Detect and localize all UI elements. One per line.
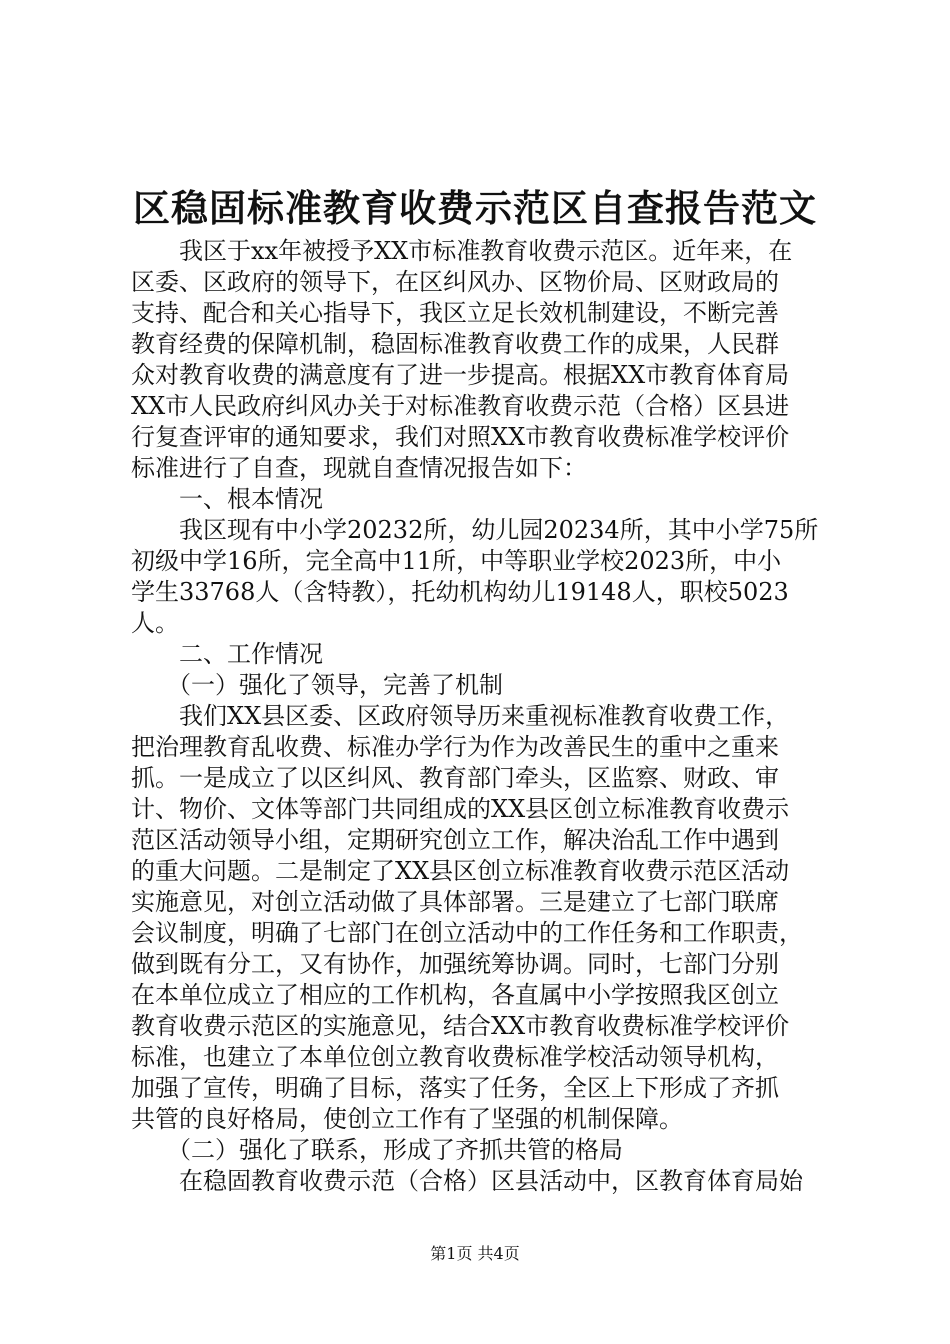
text-line: 做到既有分工，又有协作，加强统筹协调。同时，七部门分别 xyxy=(131,950,779,978)
text-line: 一、根本情况 xyxy=(131,485,323,513)
text-line: 二、工作情况 xyxy=(131,640,323,668)
text-line: XX市人民政府纠风办关于对标准教育收费示范（合格）区县进 xyxy=(131,392,790,420)
document-title: 区稳固标准教育收费示范区自查报告范文 xyxy=(133,186,817,230)
text-line: 支持、配合和关心指导下，我区立足长效机制建设，不断完善 xyxy=(131,299,779,327)
page-footer: 第1页 共4页 xyxy=(430,1244,520,1263)
text-line: 教育经费的保障机制，稳固标准教育收费工作的成果，人民群 xyxy=(131,330,779,358)
text-line: （一）强化了领导，完善了机制 xyxy=(131,671,503,699)
text-line: 教育收费示范区的实施意见，结合XX市教育收费标准学校评价 xyxy=(131,1012,790,1040)
text-line: 会议制度，明确了七部门在创立活动中的工作任务和工作职责， xyxy=(131,919,803,947)
text-line: 共管的良好格局，使创立工作有了坚强的机制保障。 xyxy=(131,1105,683,1133)
text-line: 在本单位成立了相应的工作机构，各直属中小学按照我区创立 xyxy=(131,981,779,1009)
text-line: 把治理教育乱收费、标准办学行为作为改善民生的重中之重来 xyxy=(131,733,779,761)
text-line: 的重大问题。二是制定了XX县区创立标准教育收费示范区活动 xyxy=(131,857,790,885)
text-line: 标准，也建立了本单位创立教育收费标准学校活动领导机构， xyxy=(131,1043,779,1071)
text-line: 范区活动领导小组，定期研究创立工作，解决治乱工作中遇到 xyxy=(131,826,779,854)
text-line: 我区于xx年被授予XX市标准教育收费示范区。近年来，在 xyxy=(131,237,793,265)
text-line: 初级中学16所，完全高中11所，中等职业学校2023所，中小 xyxy=(131,547,782,575)
text-line: 人。 xyxy=(131,609,179,637)
document-body xyxy=(131,236,831,1197)
text-line: 我们XX县区委、区政府领导历来重视标准教育收费工作， xyxy=(131,702,790,730)
text-line: 行复查评审的通知要求，我们对照XX市教育收费标准学校评价 xyxy=(131,423,790,451)
text-line: 在稳固教育收费示范（合格）区县活动中，区教育体育局始 xyxy=(131,1167,803,1195)
text-line: 我区现有中小学20232所，幼儿园20234所，其中小学75所 xyxy=(131,516,819,544)
text-line: 实施意见，对创立活动做了具体部署。三是建立了七部门联席 xyxy=(131,888,779,916)
text-line: 学生33768人（含特教），托幼机构幼儿19148人，职校5023 xyxy=(131,578,789,606)
text-line: 标准进行了自查，现就自查情况报告如下： xyxy=(131,454,587,482)
text-line: 加强了宣传，明确了目标，落实了任务，全区上下形成了齐抓 xyxy=(131,1074,779,1102)
text-line: 抓。一是成立了以区纠风、教育部门牵头，区监察、财政、审 xyxy=(131,764,779,792)
text-line: 计、物价、文体等部门共同组成的XX县区创立标准教育收费示 xyxy=(131,795,790,823)
text-line: （二）强化了联系，形成了齐抓共管的格局 xyxy=(131,1136,623,1164)
text-line: 众对教育收费的满意度有了进一步提高。根据XX市教育体育局 xyxy=(131,361,790,389)
text-line: 区委、区政府的领导下，在区纠风办、区物价局、区财政局的 xyxy=(131,268,779,296)
